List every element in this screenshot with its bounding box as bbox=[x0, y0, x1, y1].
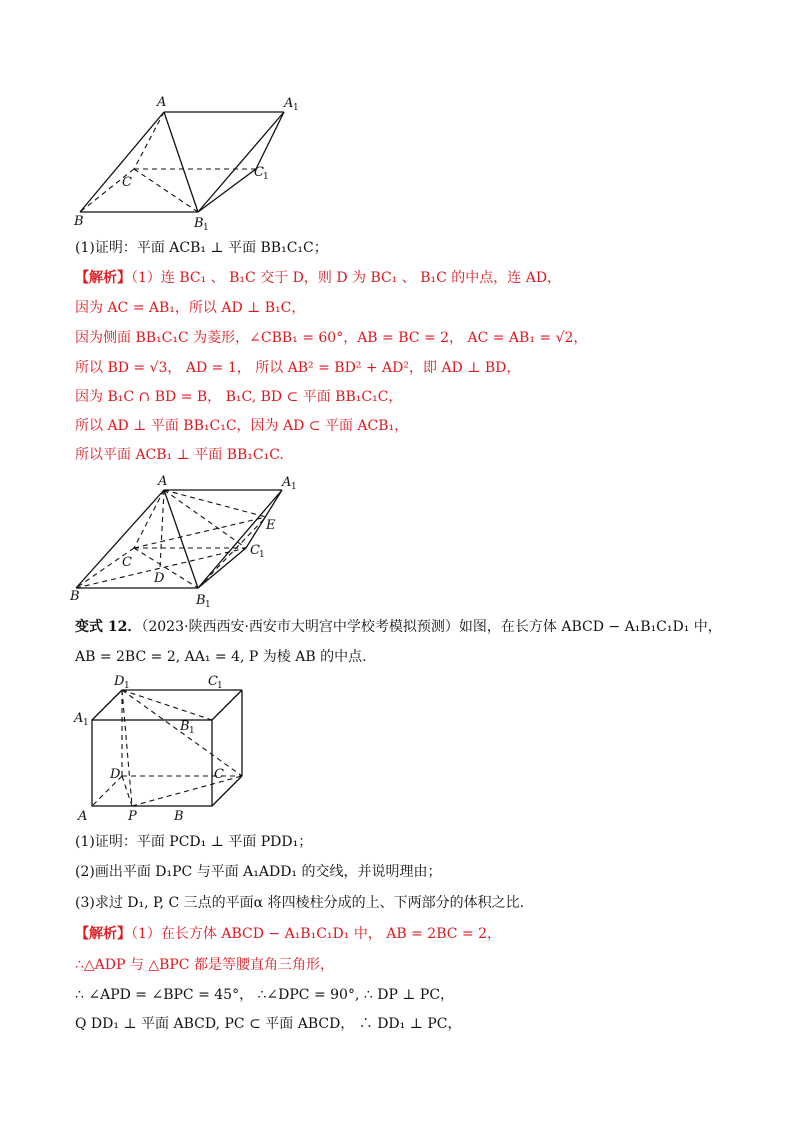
question-3: (3)求过 D₁, P, C 三点的平面α 将四棱柱分成的上、下两部分的体积之比. bbox=[75, 895, 525, 911]
label-A1: A bbox=[282, 475, 292, 490]
label-C1: C bbox=[254, 165, 264, 180]
label-D1: D bbox=[114, 674, 125, 689]
label-C1-sub: 1 bbox=[263, 172, 269, 182]
solution2-text1: （1）在长方体 ABCD − A₁B₁C₁D₁ 中， AB = 2BC = 2， bbox=[131, 926, 502, 942]
label-P: P bbox=[128, 809, 137, 824]
label-B: B bbox=[74, 214, 84, 229]
solution1-line1 bbox=[75, 268, 561, 288]
question-2: (2)画出平面 D₁PC 与平面 A₁ADD₁ 的交线，并说明理由； bbox=[75, 864, 442, 880]
label-E: E bbox=[266, 518, 276, 533]
figure-1-prism bbox=[60, 92, 320, 232]
label-C1-sub: 1 bbox=[217, 681, 223, 691]
label-C1: C bbox=[250, 543, 260, 558]
variant-line1 bbox=[75, 617, 722, 637]
solution1-line4: 所以 BD = √3， AD = 1， 所以 AB² = BD² + AD²，即 AD ⊥ BD， bbox=[75, 360, 521, 376]
label-D: D bbox=[154, 571, 165, 586]
label-A: A bbox=[78, 809, 88, 824]
variant-label: 变式 12． bbox=[75, 619, 142, 635]
label-A1-sub: 1 bbox=[291, 482, 297, 492]
label-B1: B bbox=[196, 593, 206, 608]
label-B1: B bbox=[180, 719, 190, 734]
solution1-line3: 因为侧面 BB₁C₁C 为菱形，∠CBB₁ = 60°，AB = BC = 2， AC = AB₁ = √2， bbox=[75, 330, 588, 346]
label-A1-sub: 1 bbox=[83, 718, 89, 728]
label-C: C bbox=[122, 555, 132, 570]
label-A1: A bbox=[74, 711, 84, 726]
label-D: D bbox=[110, 767, 121, 782]
label-C1: C bbox=[208, 674, 218, 689]
label-B1: B bbox=[194, 216, 204, 231]
label-C1-sub: 1 bbox=[259, 550, 265, 560]
label-B: B bbox=[174, 809, 184, 824]
variant-line2: AB = 2BC = 2, AA₁ = 4, P 为棱 AB 的中点. bbox=[75, 649, 367, 665]
label-B1-sub: 1 bbox=[189, 726, 195, 736]
solution2-line4: Q DD₁ ⊥ 平面 ABCD, PC ⊂ 平面 ABCD， ∴ DD₁ ⊥ PC， bbox=[75, 1016, 462, 1032]
label-D1-sub: 1 bbox=[124, 681, 130, 691]
variant-text1: （2023·陕西西安·西安市大明宫中学校考模拟预测）如图，在长方体 ABCD − A₁B₁C₁D₁ 中， bbox=[141, 619, 722, 635]
solution2-line2: ∴△ADP 与 △BPC 都是等腰直角三角形， bbox=[75, 957, 334, 973]
label-B1-sub: 1 bbox=[203, 223, 209, 233]
label-A1-sub: 1 bbox=[293, 103, 299, 113]
solution2-line1 bbox=[75, 924, 501, 944]
label-B1-sub: 1 bbox=[205, 600, 211, 610]
solution1-text1: （1）连 BC₁ 、 B₁C 交于 D，则 D 为 BC₁ 、 B₁C 的中点，连 AD， bbox=[131, 270, 562, 286]
label-C: C bbox=[214, 767, 224, 782]
label-C: C bbox=[122, 175, 132, 190]
label-A: A bbox=[157, 95, 167, 110]
label-A: A bbox=[158, 474, 168, 489]
solution2-tag: 【解析】 bbox=[75, 926, 131, 942]
solution1-tag: 【解析】 bbox=[75, 270, 131, 286]
label-B: B bbox=[70, 589, 80, 604]
figure-3-cuboid bbox=[70, 670, 250, 830]
solution1-line6: 所以 AD ⊥ 平面 BB₁C₁C，因为 AD ⊂ 平面 ACB₁， bbox=[75, 418, 409, 434]
solution1-line2: 因为 AC = AB₁，所以 AD ⊥ B₁C， bbox=[75, 300, 306, 316]
solution1-line5: 因为 B₁C ∩ BD = B， B₁C, BD ⊂ 平面 BB₁C₁C， bbox=[75, 389, 403, 405]
figure-2-prism bbox=[60, 472, 320, 612]
question-1: (1)证明：平面 PCD₁ ⊥ 平面 PDD₁； bbox=[75, 834, 313, 850]
part1-question: (1)证明：平面 ACB₁ ⊥ 平面 BB₁C₁C； bbox=[75, 240, 328, 256]
label-A1: A bbox=[284, 96, 294, 111]
solution2-line3: ∴ ∠APD = ∠BPC = 45°， ∴∠DPC = 90°, ∴ DP ⊥ PC， bbox=[75, 987, 455, 1003]
solution1-line7: 所以平面 ACB₁ ⊥ 平面 BB₁C₁C. bbox=[75, 447, 284, 463]
